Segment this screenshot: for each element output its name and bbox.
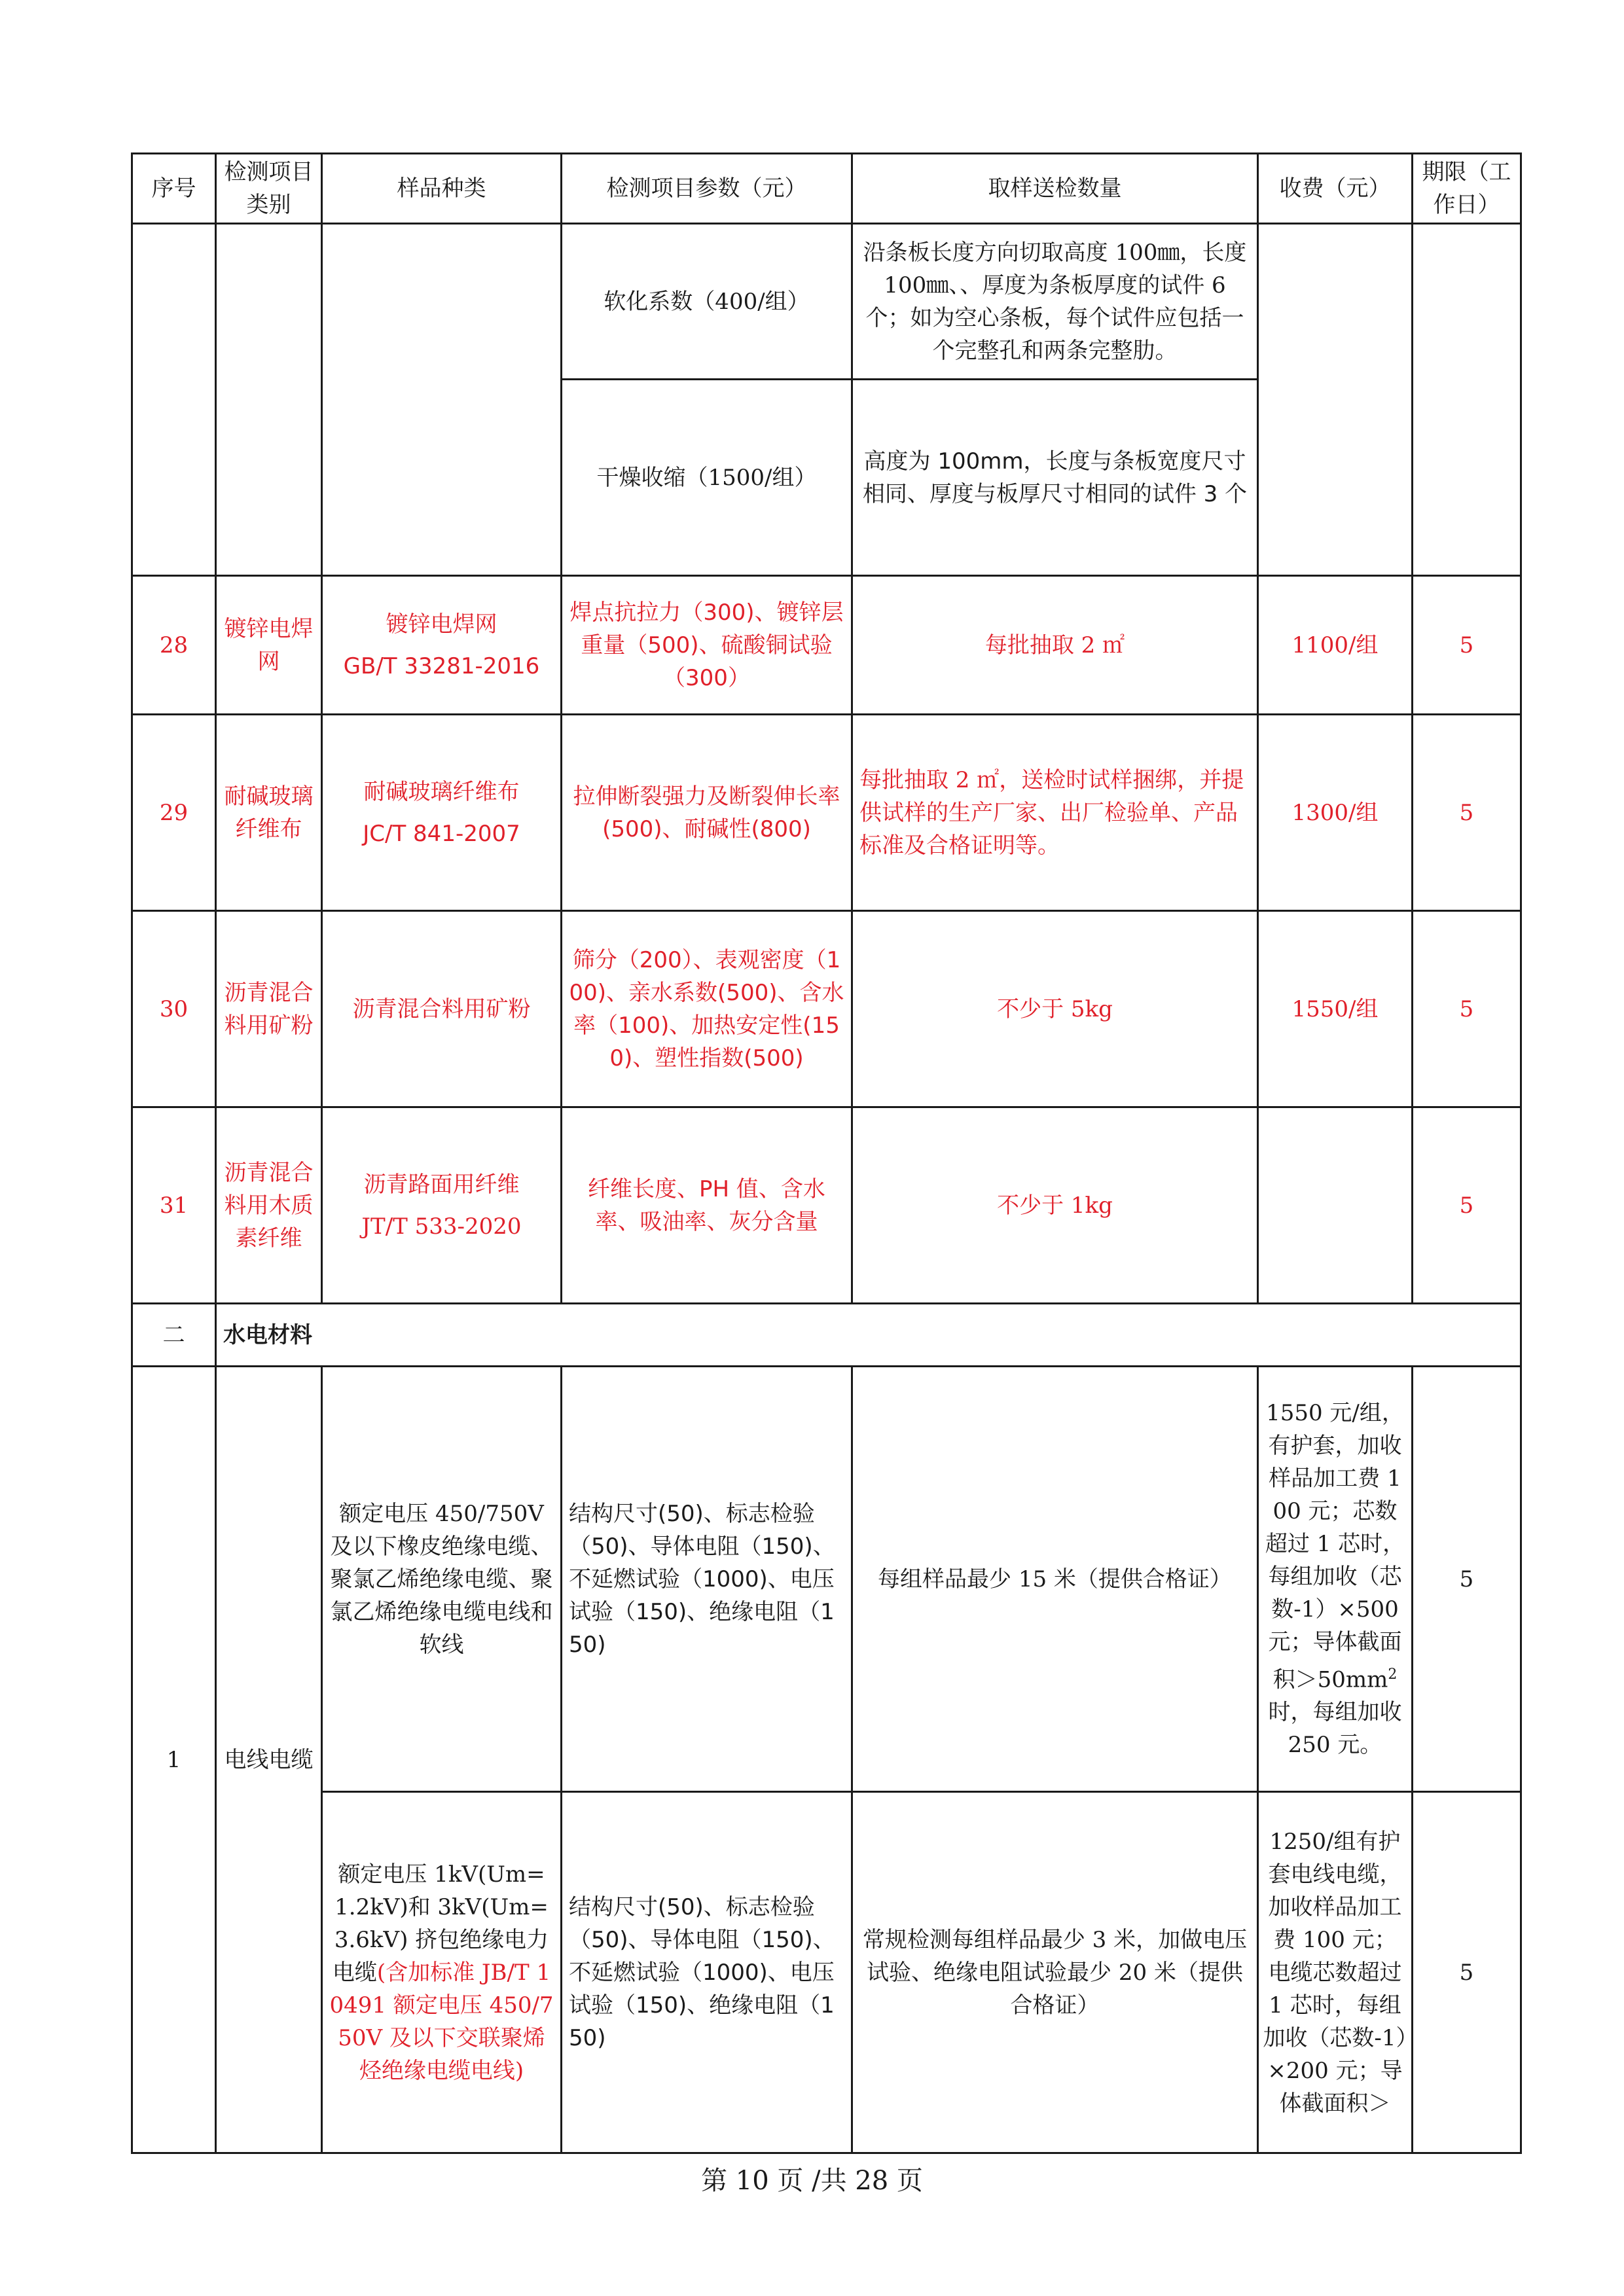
table-row [132, 1367, 1521, 1792]
cell-params: 结构尺寸(50)、标志检验（50)、导体电阻（150)、不延燃试验（1000)、电压试验（150)、绝缘电阻（150) [562, 1792, 852, 2153]
cell-params: 筛分（200）、表观密度（100)、亲水系数(500)、含水率（100)、加热安定性(150)、塑性指数(500) [562, 911, 852, 1107]
cell-category: 沥青混合料用矿粉 [216, 911, 322, 1107]
table-row [132, 1792, 1521, 2153]
cell-period: 5 [1413, 1367, 1521, 1792]
table-row [132, 911, 1521, 1107]
sample-name: 耐碱玻璃纤维布 [363, 778, 520, 805]
cell-seq: 1 [132, 1367, 216, 2153]
page-footer: 第 10 页 /共 28 页 [701, 2166, 923, 2196]
cell-sample: 额定电压 450/750V 及以下橡皮绝缘电缆、聚氯乙烯绝缘电缆、聚氯乙烯绝缘电缆电线和软线 [322, 1367, 562, 1792]
cell-seq: 31 [132, 1107, 216, 1304]
fee-superscript: 2 [1388, 1666, 1398, 1683]
cell-category: 电线电缆 [216, 1367, 322, 2153]
sample-standard: GB/T 33281-2016 [343, 653, 540, 679]
table-row [132, 224, 1521, 380]
cell-params: 纤维长度、PH 值、含水率、吸油率、灰分含量 [562, 1107, 852, 1304]
cell-category: 镀锌电焊网 [216, 576, 322, 715]
cell-sampling: 沿条板长度方向切取高度 100㎜，长度 100㎜、、厚度为条板厚度的试件 6 个；如为空心条板，每个试件应包括一个完整孔和两条完整肋。 [852, 224, 1258, 380]
cell-fee [1258, 224, 1413, 576]
header-fee: 收费（元） [1258, 154, 1413, 224]
cell-params: 拉伸断裂强力及断裂伸长率(500)、耐碱性(800) [562, 715, 852, 911]
cell-seq [132, 224, 216, 576]
fee-text-end: 时，每组加收 250 元。 [1268, 1699, 1402, 1759]
cell-fee: 1100/组 [1258, 576, 1413, 715]
cell-sampling: 每批抽取 2 ㎡ [852, 576, 1258, 715]
sample-name: 镀锌电焊网 [386, 611, 497, 637]
table-row [132, 715, 1521, 911]
cell-sampling: 常规检测每组样品最少 3 米，加做电压试验、绝缘电阻试验最少 20 米（提供合格证） [852, 1792, 1258, 2153]
cell-sampling: 每批抽取 2 ㎡，送检时试样捆绑，并提供试样的生产厂家、出厂检验单、产品标准及合格证明等。 [852, 715, 1258, 911]
cell-sample [322, 1792, 562, 2153]
sample-text-note: (含加标准 JB/T 10491 额定电压 450/750V 及以下交联聚烯烃绝缘电缆电线) [329, 1959, 554, 2084]
cell-params: 焊点抗拉力（300)、镀锌层重量（500)、硫酸铜试验 （300） [562, 576, 852, 715]
cell-seq: 30 [132, 911, 216, 1107]
sample-standard: JT/T 533-2020 [361, 1213, 522, 1240]
table-row [132, 1107, 1521, 1304]
section-title: 水电材料 [216, 1304, 1521, 1367]
cell-seq: 29 [132, 715, 216, 911]
fee-text: 1550 元/组，有护套，加收样品加工费 100 元；芯数超过 1 芯时，每组加收（芯数-1）×500 元；导体截面积＞50mm [1265, 1399, 1405, 1693]
sample-name: 沥青路面用纤维 [363, 1171, 520, 1198]
section-row [132, 1304, 1521, 1367]
cell-sample [322, 576, 562, 715]
cell-params: 干燥收缩（1500/组） [562, 380, 852, 576]
cell-category [216, 224, 322, 576]
cell-period: 5 [1413, 911, 1521, 1107]
cell-sampling: 每组样品最少 15 米（提供合格证） [852, 1367, 1258, 1792]
cell-period: 5 [1413, 1792, 1521, 2153]
cell-params: 软化系数（400/组） [562, 224, 852, 380]
cell-params: 结构尺寸(50)、标志检验（50)、导体电阻（150)、不延燃试验（1000)、电压试验（150)、绝缘电阻（150) [562, 1367, 852, 1792]
cell-sample [322, 1107, 562, 1304]
fee-table [131, 152, 1522, 2154]
header-sample-type: 样品种类 [322, 154, 562, 224]
header-row [132, 154, 1521, 224]
cell-sample [322, 224, 562, 576]
header-period: 期限（工作日） [1413, 154, 1521, 224]
cell-sample: 沥青混合料用矿粉 [322, 911, 562, 1107]
cell-fee [1258, 1367, 1413, 1792]
table-row [132, 576, 1521, 715]
sample-standard: JC/T 841-2007 [363, 820, 520, 847]
cell-category: 耐碱玻璃纤维布 [216, 715, 322, 911]
cell-sampling: 不少于 1kg [852, 1107, 1258, 1304]
cell-period [1413, 224, 1521, 576]
cell-category: 沥青混合料用木质素纤维 [216, 1107, 322, 1304]
cell-sampling: 高度为 100mm，长度与条板宽度尺寸相同、厚度与板厚尺寸相同的试件 3 个 [852, 380, 1258, 576]
cell-seq: 28 [132, 576, 216, 715]
header-sampling: 取样送检数量 [852, 154, 1258, 224]
cell-period: 5 [1413, 1107, 1521, 1304]
cell-fee [1258, 1107, 1413, 1304]
header-seq: 序号 [132, 154, 216, 224]
cell-fee: 1300/组 [1258, 715, 1413, 911]
sample-text: 额定电压 1kV(Um=1.2kV)和 3kV(Um=3.6kV) 挤包绝缘电力电缆 [332, 1861, 549, 1986]
cell-fee: 1250/组有护套电线电缆，加收样品加工费 100 元；电缆芯数超过 1 芯时，每组加收（芯数-1）×200 元；导体截面积＞ [1258, 1792, 1413, 2153]
header-params: 检测项目参数（元） [562, 154, 852, 224]
section-seq: 二 [132, 1304, 216, 1367]
cell-sample [322, 715, 562, 911]
header-category: 检测项目类别 [216, 154, 322, 224]
cell-period: 5 [1413, 715, 1521, 911]
cell-period: 5 [1413, 576, 1521, 715]
cell-sampling: 不少于 5kg [852, 911, 1258, 1107]
cell-fee: 1550/组 [1258, 911, 1413, 1107]
